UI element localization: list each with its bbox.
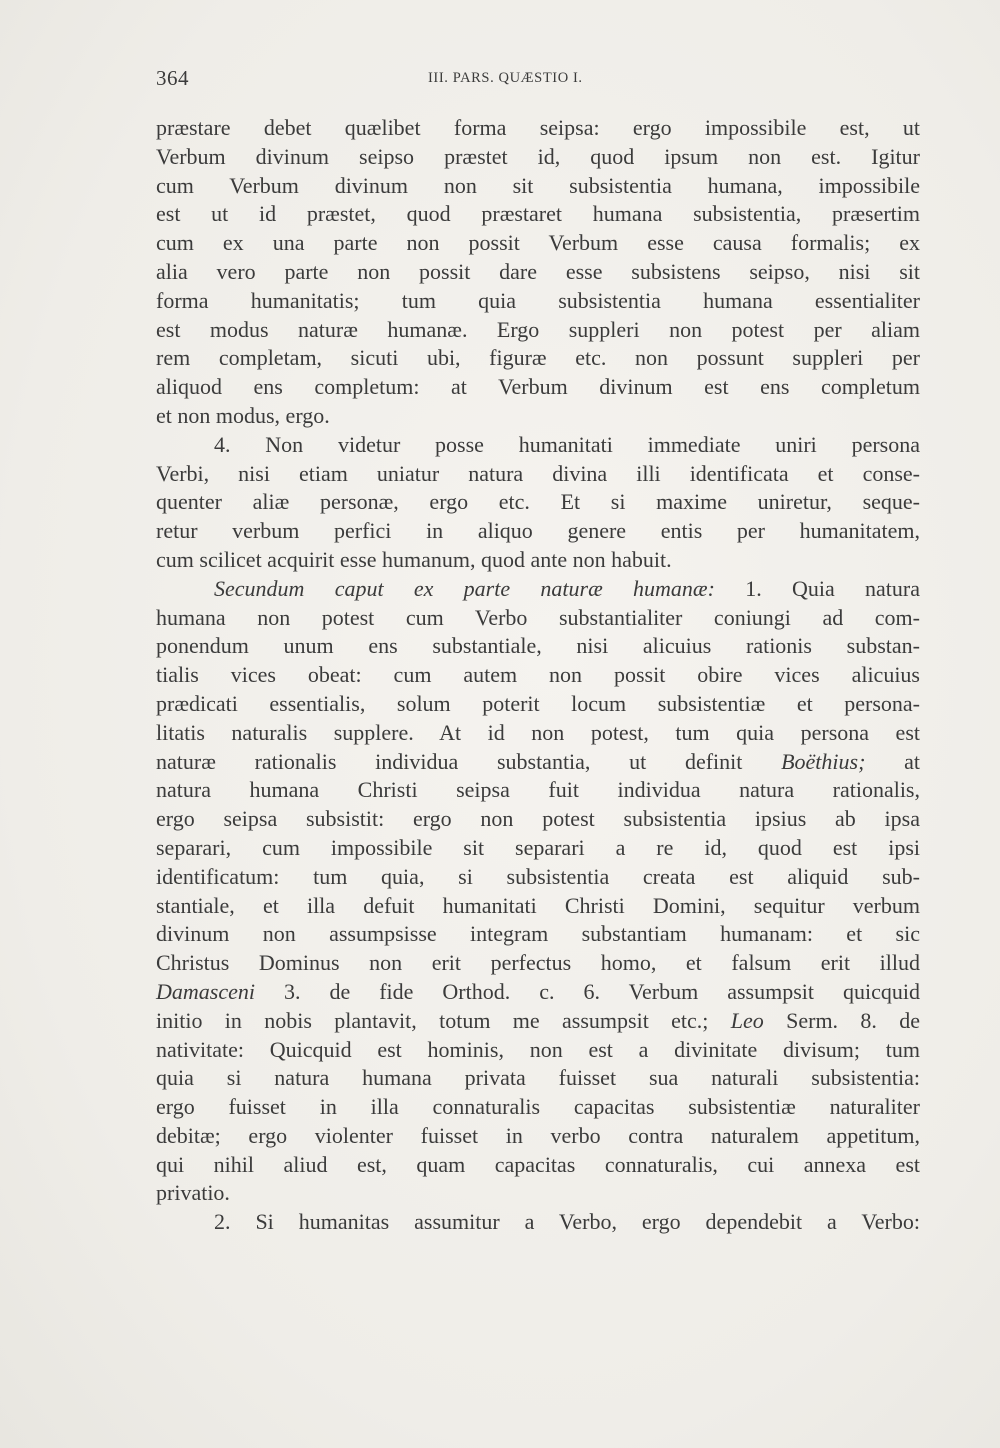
text-segment: stantiale, et illa defuit humanitati Christi Domini, sequitur verbum [156, 892, 920, 918]
text-line [156, 1151, 920, 1180]
text-line [156, 488, 920, 517]
text-line [156, 604, 920, 633]
text-line [156, 719, 920, 748]
text-segment: separari, cum impossibile sit separari a re id, quod est ipsi [156, 834, 920, 860]
italic-text: Leo [730, 1007, 764, 1033]
text-segment: Verbum divinum seipso præstet id, quod ipsum non est. Igitur [156, 143, 920, 169]
page-number: 364 [156, 66, 189, 90]
text-line [156, 114, 920, 143]
text-line [156, 229, 920, 258]
text-line [156, 287, 920, 316]
text-line [156, 1208, 920, 1237]
text-segment: est modus naturæ humanæ. Ergo suppleri non potest per aliam [156, 316, 920, 342]
running-head [156, 66, 920, 96]
text-segment: debitæ; ergo violenter fuisset in verbo contra naturalem appetitum, [156, 1122, 920, 1148]
italic-text: Damasceni [156, 978, 255, 1004]
text-line [156, 172, 920, 201]
text-line [156, 892, 920, 921]
text-segment: tialis vices obeat: cum autem non possit obire vices alicuius [156, 662, 920, 688]
text-segment: præstare debet quælibet forma seipsa: ergo impossibile est, ut [156, 115, 920, 140]
text-line [156, 978, 920, 1007]
italic-text: Secundum caput ex parte naturæ humanæ: [214, 575, 715, 601]
text-segment: naturæ rationalis individua substantia, ut definit [156, 748, 782, 774]
text-segment: retur verbum perfici in aliquo genere entis per humanitatem, [156, 518, 920, 544]
text-segment: litatis naturalis supplere. At id non potest, tum quia persona est [156, 719, 920, 745]
text-segment: initio in nobis plantavit, totum me assumpsit etc.; [156, 1007, 731, 1033]
text-line [156, 316, 920, 345]
text-segment: nativitate: Quicquid est hominis, non est a divinitate divisum; tum [156, 1036, 920, 1062]
text-line [156, 776, 920, 805]
text-line [156, 632, 920, 661]
text-line [156, 748, 920, 777]
text-line [156, 517, 920, 546]
text-line [156, 460, 920, 489]
text-segment: aliquod ens completum: at Verbum divinum est ens completum [156, 374, 920, 400]
body-text [156, 114, 920, 1237]
text-segment: natura humana Christi seipsa fuit individua natura rationalis, [156, 777, 920, 803]
text-line [156, 344, 920, 373]
text-line [156, 1007, 920, 1036]
text-segment: humana non potest cum Verbo substantialiter coniungi ad com- [156, 604, 920, 630]
text-segment: ergo seipsa subsistit: ergo non potest subsistentia ipsius ab ipsa [156, 806, 920, 832]
text-segment: 4. Non videtur posse humanitati immediate uniri persona [214, 431, 920, 457]
text-segment: cum ex una parte non possit Verbum esse causa formalis; ex [156, 230, 920, 256]
text-segment: cum scilicet acquirit esse humanum, quod ante non habuit. [156, 546, 672, 572]
text-line [156, 863, 920, 892]
text-line [156, 949, 920, 978]
text-segment: divinum non assumpsisse integram substantiam humanam: et sic [156, 921, 920, 947]
text-line [156, 661, 920, 690]
text-line [156, 1064, 920, 1093]
text-line [156, 402, 920, 431]
text-segment: 1. Quia natura [714, 575, 921, 601]
text-line [156, 690, 920, 719]
text-segment: quenter aliæ personæ, ergo etc. Et si maxime uniretur, seque- [156, 489, 920, 515]
text-segment: 3. de fide Orthod. c. 6. Verbum assumpsit quicquid [254, 978, 920, 1004]
text-line [156, 258, 920, 287]
text-line [156, 1093, 920, 1122]
text-segment: et non modus, ergo. [156, 402, 330, 428]
italic-text: Boëthius; [781, 748, 866, 774]
text-segment: quia si natura humana privata fuisset sua naturali subsistentia: [156, 1065, 920, 1091]
text-line [156, 834, 920, 863]
text-line [156, 200, 920, 229]
text-line [156, 805, 920, 834]
text-segment: qui nihil aliud est, quam capacitas connaturalis, cui annexa est [156, 1151, 920, 1177]
text-line [156, 1122, 920, 1151]
running-title: III. PARS. QUÆSTIO I. [428, 70, 583, 86]
text-segment: at [865, 748, 920, 774]
text-segment: prædicati essentialis, solum poterit locum subsistentiæ et persona- [156, 690, 920, 716]
text-segment: forma humanitatis; tum quia subsistentia humana essentialiter [156, 287, 920, 313]
text-segment: ergo fuisset in illa connaturalis capacitas subsistentiæ naturaliter [156, 1094, 920, 1120]
text-segment: cum Verbum divinum non sit subsistentia humana, impossibile [156, 172, 920, 198]
text-segment: privatio. [156, 1180, 230, 1206]
text-segment: est ut id præstet, quod præstaret humana subsistentia, præsertim [156, 201, 920, 227]
text-line [156, 143, 920, 172]
text-segment: identificatum: tum quia, si subsistentia creata est aliquid sub- [156, 863, 920, 889]
text-line [156, 1179, 920, 1208]
text-segment: 2. Si humanitas assumitur a Verbo, ergo dependebit a Verbo: [214, 1209, 920, 1235]
text-line [156, 920, 920, 949]
text-line [156, 575, 920, 604]
text-segment: rem completam, sicuti ubi, figuræ etc. non possunt suppleri per [156, 345, 920, 371]
text-segment: Serm. 8. de [763, 1007, 921, 1033]
text-line [156, 431, 920, 460]
text-line [156, 546, 920, 575]
text-segment: ponendum unum ens substantiale, nisi alicuius rationis substan- [156, 633, 920, 659]
text-segment: Verbi, nisi etiam uniatur natura divina illi identificata et conse- [156, 460, 920, 486]
text-line [156, 373, 920, 402]
text-line [156, 1036, 920, 1065]
text-segment: Christus Dominus non erit perfectus homo, et falsum erit illud [156, 950, 920, 976]
text-segment: alia vero parte non possit dare esse subsistens seipso, nisi sit [156, 258, 920, 284]
